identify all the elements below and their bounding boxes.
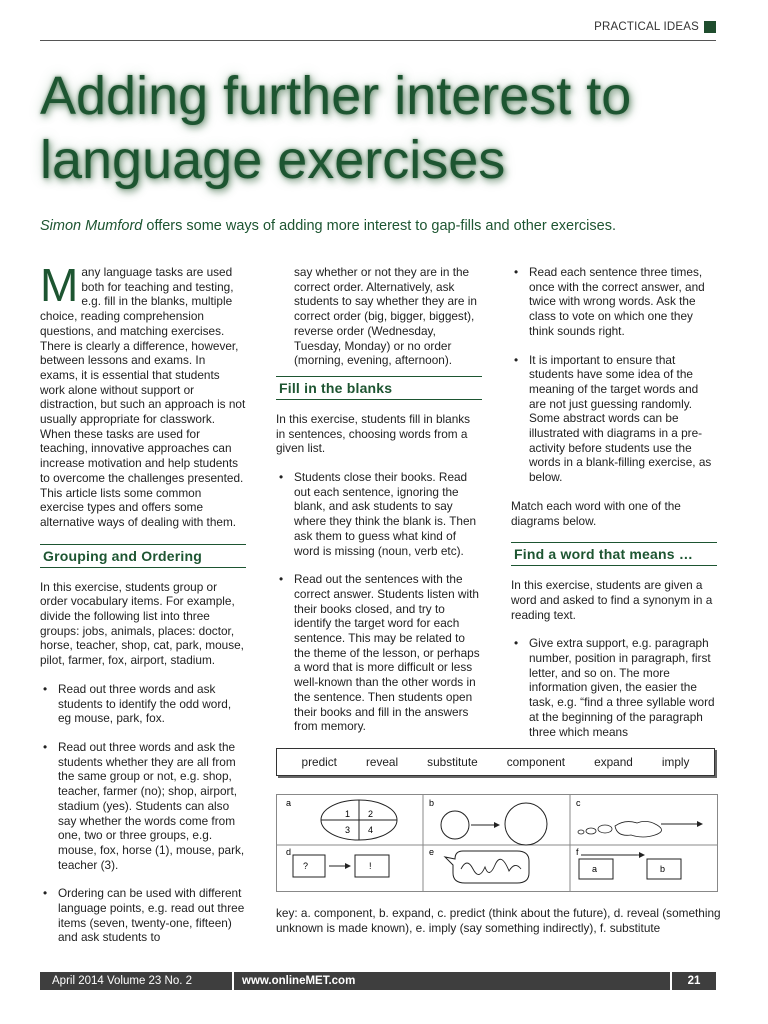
- bullet-item: • Give extra support, e.g. paragraph number, position in paragraph, first letter, and so on. The more information given, the easier the task, e.g. “find a three syllable word at the beginning of the paragraph three which means: [511, 636, 717, 739]
- issue-info: April 2014 Volume 23 No. 2: [52, 975, 193, 987]
- running-head: [594, 21, 716, 33]
- bullet-item: • Read each sentence three times, once with the correct answer, and twice with wrong words. Ask the class to vote on which one they think sounds right.: [511, 265, 717, 339]
- word-item: substitute: [427, 755, 478, 769]
- word-item: predict: [301, 755, 337, 769]
- footer-bar: [40, 972, 716, 990]
- substitute-diagram: [579, 852, 681, 879]
- grouping-bullets: [40, 682, 246, 945]
- bullet-item: • Students close their books. Read out each sentence, ignoring the blank, and ask students to say where they think the blank is. Then ask them to guess what kind of word is missing (noun, verb etc).: [276, 470, 482, 558]
- website-link[interactable]: www.onlineMET.com: [242, 975, 356, 987]
- column-1: [40, 259, 246, 959]
- word-list-box: [276, 748, 715, 776]
- bullet-item: • It is important to ensure that students have some idea of the meaning of the target words and are not just guessing randomly. Some abstract words can be illustrated with diagrams in a pre-activity before students use the words in a blank-filling exercise, as below.: [511, 353, 717, 485]
- diagram-grid: [276, 794, 718, 892]
- intro-paragraph: [40, 259, 246, 530]
- column-3-bullets: [511, 265, 717, 485]
- reveal-diagram: [293, 855, 389, 877]
- bullet-item: • Ordering can be used with different language points, e.g. read out three items (seven, twenty-one, fifteen) and ask students to: [40, 886, 246, 945]
- panel-label-c: c: [576, 798, 581, 808]
- grouping-paragraph: In this exercise, students group or order vocabulary items. For example, divide the following list into three groups: jobs, animals, places: doctor, horse, teacher, shop, cat, park, mouse, pilot, farmer, fox, airport, stadium.: [40, 579, 244, 668]
- page-number: 21: [687, 975, 701, 987]
- panel-label-d: d: [286, 847, 292, 857]
- box-label-a: a: [592, 864, 598, 874]
- panel-label-f: f: [576, 847, 579, 857]
- panel-label-b: b: [429, 798, 435, 808]
- running-head-label: PRACTICAL IDEAS: [594, 21, 699, 33]
- column-3: [511, 265, 717, 753]
- column-2: [276, 265, 482, 748]
- quadrant-label: 4: [368, 825, 374, 835]
- standfirst-text: offers some ways of adding more interest to gap-fills and other exercises.: [146, 218, 616, 234]
- match-instruction: Match each word with one of the diagrams below.: [511, 498, 681, 528]
- article-title: Adding further interest to language exercises: [40, 66, 632, 190]
- section-square-icon: [704, 21, 716, 33]
- expand-diagram: [441, 803, 547, 845]
- diagram-key: key: a. component, b. expand, c. predict (think about the future), d. reveal (something unknown is made known), e. imply (say something indirectly), f. substitute: [276, 906, 721, 935]
- predict-diagram: [578, 821, 703, 837]
- bullet-item: • Read out three words and ask the students whether they are all from the same group or not, e.g. shop, teacher, farmer (no); shop, airport, stadium (yes). Students can also say whether the words come from one, two or three groups, e.g. mouse, fox, horse (1), mouse, park, teacher (3).: [40, 740, 246, 872]
- word-item: imply: [661, 755, 690, 769]
- standfirst: [40, 218, 616, 234]
- bullet-continuation: say whether or not they are in the correct order. Alternatively, ask students to say whether they are in correct order (big, bigger, biggest), reverse order (Wednesday, Tuesday, Monday) or no order (morning, evening, afternoon).: [294, 265, 477, 368]
- find-word-paragraph: In this exercise, students are given a word and asked to find a synonym in a reading text.: [511, 578, 713, 622]
- bullet-item: • Read out three words and ask students to identify the odd word, eg mouse, park, fox.: [40, 682, 246, 726]
- panel-label-e: e: [429, 847, 435, 857]
- drop-cap: M: [40, 259, 79, 311]
- intro-text: any language tasks are used both for teaching and testing, e.g. fill in the blanks, multiple choice, reading comprehension questions, and matching exercises. There is clearly a difference, however, between lessons and exams. In exams, it is essential that students work alone without support or distraction, but such an approach is not usually appropriate for classwork. When these tasks are used for teaching, innovative approaches can increase motivation and help students to overcome the challenges presented. This article lists some common exercise types and offers some alternative ways of dealing with them.: [40, 265, 246, 529]
- fill-blanks-paragraph: In this exercise, students fill in blanks in sentences, choosing words from a given list.: [276, 411, 471, 456]
- bullet-item: • Read out the sentences with the correct answer. Students listen with their books closed, and try to identify the target word for each sentence. This may be related to the theme of the lesson, or perhaps a word that is more difficult or less well-known than the other words in the sentence. Then students open their books and fill in the answers from memory.: [276, 572, 482, 734]
- quadrant-label: 2: [368, 809, 374, 819]
- imply-diagram: [445, 851, 529, 883]
- exclamation-label: !: [369, 861, 372, 871]
- word-item: reveal: [365, 755, 399, 769]
- quadrant-label: 1: [345, 809, 351, 819]
- find-word-bullets: [511, 636, 717, 739]
- continued-bullet: [276, 265, 482, 368]
- section-heading-grouping: Grouping and Ordering: [40, 544, 246, 568]
- fill-blanks-bullets: [276, 470, 482, 734]
- word-item: component: [506, 755, 566, 769]
- box-label-b: b: [660, 864, 666, 874]
- word-item: expand: [594, 755, 633, 769]
- question-mark-label: ?: [303, 861, 309, 871]
- component-diagram: [321, 800, 397, 840]
- section-heading-fill-blanks: Fill in the blanks: [276, 376, 482, 400]
- author-name: Simon Mumford: [40, 218, 143, 234]
- header-rule: [40, 40, 716, 41]
- panel-label-a: a: [286, 798, 292, 808]
- section-heading-find-word: Find a word that means …: [511, 542, 717, 566]
- quadrant-label: 3: [345, 825, 351, 835]
